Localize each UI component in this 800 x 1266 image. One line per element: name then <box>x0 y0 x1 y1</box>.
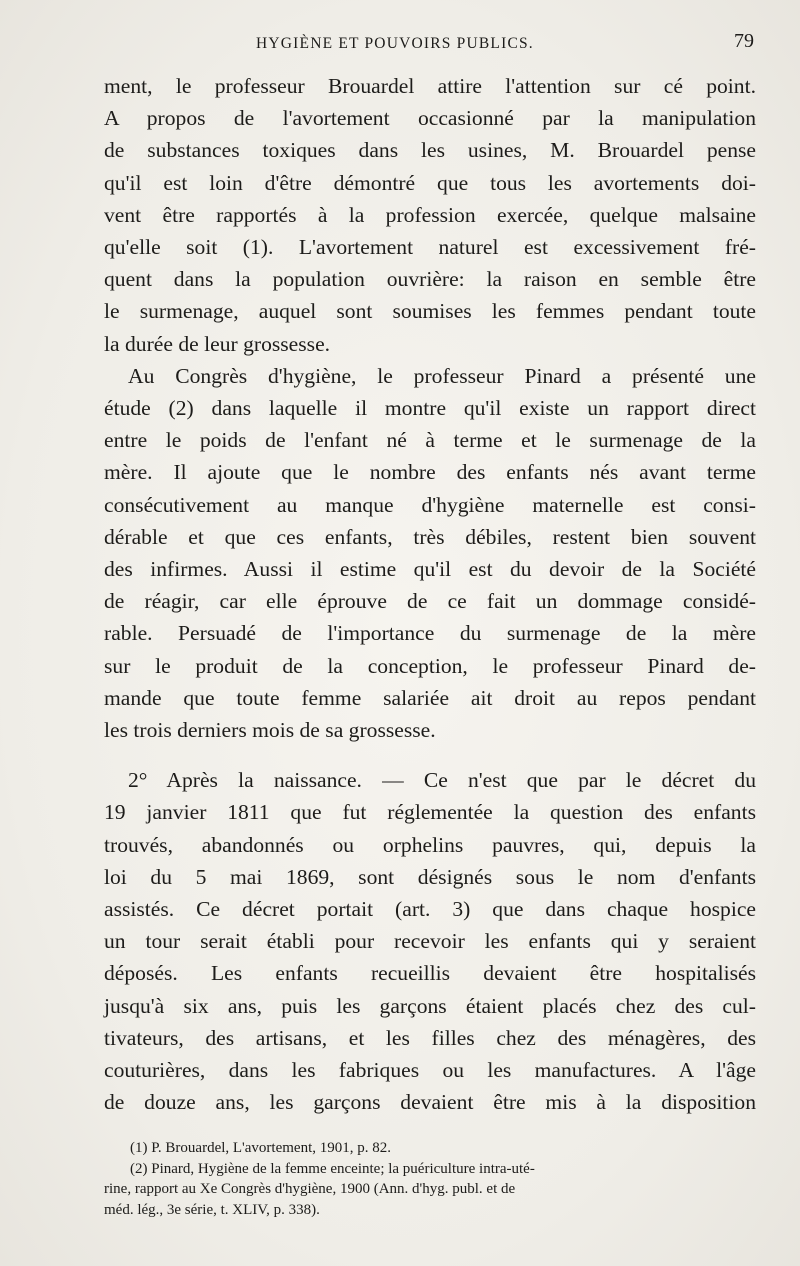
paragraph-3 <box>104 764 756 1118</box>
text-line: 2° Après la naissance. — Ce n'est que par le décret du <box>128 768 756 793</box>
text-line: la durée de leur grossesse. <box>104 331 331 356</box>
text-line: sur le produit de la conception, le professeur Pinard de- <box>104 653 756 678</box>
text-line: étude (2) dans laquelle il montre qu'il existe un rapport direct <box>104 396 756 421</box>
footnote-2-continued: méd. lég., 3e série, t. XLIV, p. 338). <box>104 1201 320 1218</box>
footnote-1: (1) P. Brouardel, L'avortement, 1901, p. 82. <box>130 1140 391 1156</box>
text-line: couturières, dans les fabriques ou les manufactures. A l'âge <box>104 1058 756 1083</box>
text-line: un tour serait établi pour recevoir les enfants qui y seraient <box>104 929 756 954</box>
text-line: qu'elle soit (1). L'avortement naturel est excessivement fré- <box>104 235 756 260</box>
text-line: assistés. Ce décret portait (art. 3) que dans chaque hospice <box>104 897 756 922</box>
running-title: HYGIÈNE ET POUVOIRS PUBLICS. <box>256 35 534 52</box>
text-line: Au Congrès d'hygiène, le professeur Pinard a présenté une <box>128 363 756 388</box>
footnote-2: (2) Pinard, Hygiène de la femme enceinte; la puériculture intra-uté- <box>130 1160 535 1177</box>
running-head <box>104 32 754 60</box>
text-line: tivateurs, des artisans, et les filles chez des ménagères, des <box>104 1025 756 1050</box>
text-line: de douze ans, les garçons devaient être mis à la disposition <box>104 1090 756 1115</box>
text-line: A propos de l'avortement occasionné par la manipulation <box>104 106 756 131</box>
text-line: mande que toute femme salariée ait droit au repos pendant <box>104 685 756 710</box>
text-line: de substances toxiques dans les usines, M. Brouardel pense <box>104 138 756 163</box>
footnotes <box>104 1138 756 1220</box>
text-line: loi du 5 mai 1869, sont désignés sous le nom d'enfants <box>104 864 756 889</box>
text-line: jusqu'à six ans, puis les garçons étaient placés chez des cul- <box>104 993 756 1018</box>
text-line: vent être rapportés à la profession exercée, quelque malsaine <box>104 202 756 227</box>
text-line: les trois derniers mois de sa grossesse. <box>104 718 436 743</box>
text-line: déposés. Les enfants recueillis devaient être hospitalisés <box>104 961 756 986</box>
footnote-2-continued: rine, rapport au Xe Congrès d'hygiène, 1900 (Ann. d'hyg. publ. et de <box>104 1181 516 1197</box>
text-line: mère. Il ajoute que le nombre des enfants nés avant terme <box>104 460 756 485</box>
text-line: de réagir, car elle éprouve de ce fait un dommage considé- <box>104 589 756 614</box>
text-line: rable. Persuadé de l'importance du surmenage de la mère <box>104 621 756 646</box>
paragraph-gap <box>104 746 756 764</box>
text-line: entre le poids de l'enfant né à terme et le surmenage de la <box>104 428 756 453</box>
text-line: des infirmes. Aussi il estime qu'il est du devoir de la Société <box>104 557 756 582</box>
text-line: consécutivement au manque d'hygiène maternelle est consi- <box>104 492 756 517</box>
text-line: dérable et que ces enfants, très débiles, restent bien souvent <box>104 524 756 549</box>
text-line: quent dans la population ouvrière: la raison en semble être <box>104 267 756 292</box>
text-line: 19 janvier 1811 que fut réglementée la question des enfants <box>104 800 756 825</box>
text-line: trouvés, abandonnés ou orphelins pauvres, qui, depuis la <box>104 832 756 857</box>
paragraph-2 <box>104 360 756 746</box>
text-line: ment, le professeur Brouardel attire l'attention sur cé point. <box>104 74 756 98</box>
text-line: qu'il est loin d'être démontré que tous les avortements doi- <box>104 170 756 195</box>
body-text <box>104 70 756 1119</box>
paragraph-1 <box>104 70 756 360</box>
page-number: 79 <box>734 30 754 52</box>
text-line: le surmenage, auquel sont soumises les femmes pendant toute <box>104 299 756 324</box>
